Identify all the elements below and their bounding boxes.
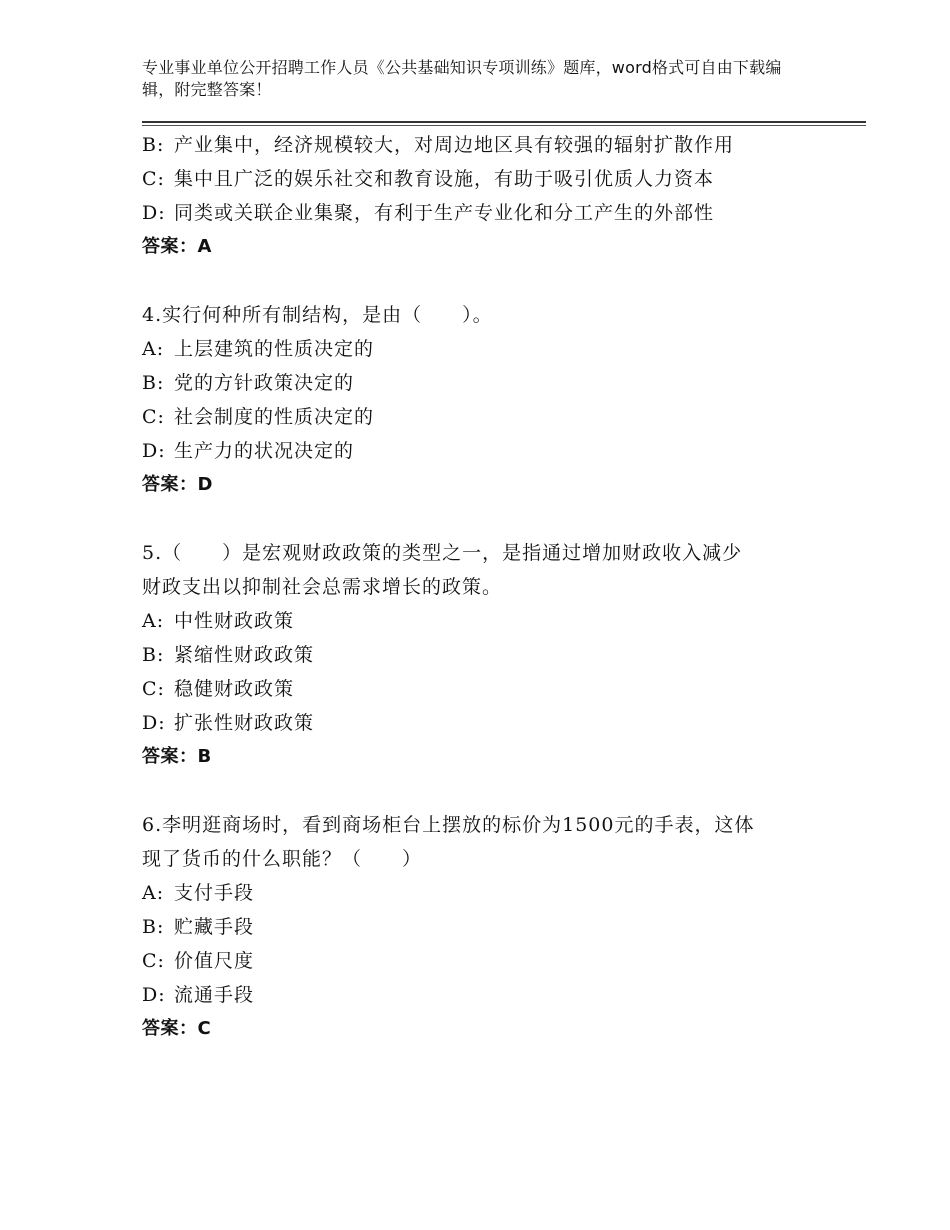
option-d — [142, 196, 822, 230]
option-text: 紧缩性财政政策 — [174, 644, 315, 666]
option-b — [142, 910, 822, 944]
question-6 — [142, 808, 822, 1046]
option-text: 集中且广泛的娱乐社交和教育设施，有助于吸引优质人力资本 — [174, 168, 715, 190]
option-label: A: — [142, 338, 165, 360]
option-label: C: — [142, 168, 165, 190]
option-text: 中性财政政策 — [174, 610, 295, 632]
option-c — [142, 944, 822, 978]
option-a — [142, 876, 822, 910]
option-label: D: — [142, 712, 166, 734]
option-text: 上层建筑的性质决定的 — [174, 338, 375, 360]
question-3-continued — [142, 128, 822, 264]
option-b — [142, 638, 822, 672]
header-divider-thin — [142, 125, 866, 126]
option-label: D: — [142, 440, 166, 462]
option-text: 社会制度的性质决定的 — [174, 406, 375, 428]
option-text: 产业集中，经济规模较大，对周边地区具有较强的辐射扩散作用 — [174, 134, 735, 156]
option-text: 生产力的状况决定的 — [174, 440, 355, 462]
option-label: C: — [142, 406, 165, 428]
question-stem-line: 6.李明逛商场时，看到商场柜台上摆放的标价为1500元的手表，这体 — [142, 814, 755, 836]
answer: 答案：B — [142, 746, 212, 767]
option-label: B: — [142, 372, 165, 394]
option-label: B: — [142, 916, 165, 938]
answer: 答案：A — [142, 236, 212, 257]
option-text: 价值尺度 — [174, 950, 255, 972]
page-header — [142, 57, 812, 101]
option-c — [142, 672, 822, 706]
answer: 答案：C — [142, 1018, 212, 1039]
option-text: 党的方针政策决定的 — [174, 372, 355, 394]
question-4 — [142, 298, 822, 502]
option-a — [142, 604, 822, 638]
option-c — [142, 400, 822, 434]
option-text: 支付手段 — [174, 882, 255, 904]
question-stem-line: 4.实行何种所有制结构，是由（ ）。 — [142, 304, 493, 326]
option-label: A: — [142, 882, 165, 904]
option-b — [142, 128, 822, 162]
option-d — [142, 706, 822, 740]
question-stem-line: 现了货币的什么职能？（ ） — [142, 848, 423, 870]
question-stem-line: 5.（ ）是宏观财政政策的类型之一，是指通过增加财政收入减少 — [142, 542, 743, 564]
option-label: B: — [142, 644, 165, 666]
option-text: 稳健财政政策 — [174, 678, 295, 700]
question-content — [142, 128, 822, 1046]
question-stem-line: 财政支出以抑制社会总需求增长的政策。 — [142, 576, 503, 598]
answer: 答案：D — [142, 474, 213, 495]
option-label: D: — [142, 202, 166, 224]
option-d — [142, 434, 822, 468]
option-label: A: — [142, 610, 165, 632]
option-label: C: — [142, 678, 165, 700]
option-text: 扩张性财政政策 — [174, 712, 315, 734]
option-label: D: — [142, 984, 166, 1006]
header-divider-thick — [142, 121, 866, 123]
option-c — [142, 162, 822, 196]
option-text: 流通手段 — [174, 984, 255, 1006]
option-b — [142, 366, 822, 400]
header-text: 专业事业单位公开招聘工作人员《公共基础知识专项训练》题库，word格式可自由下载编辑，附完整答案！ — [142, 58, 782, 99]
question-5 — [142, 536, 822, 774]
option-text: 贮藏手段 — [174, 916, 255, 938]
option-a — [142, 332, 822, 366]
option-text: 同类或关联企业集聚，有利于生产专业化和分工产生的外部性 — [174, 202, 715, 224]
option-label: B: — [142, 134, 165, 156]
option-d — [142, 978, 822, 1012]
option-label: C: — [142, 950, 165, 972]
